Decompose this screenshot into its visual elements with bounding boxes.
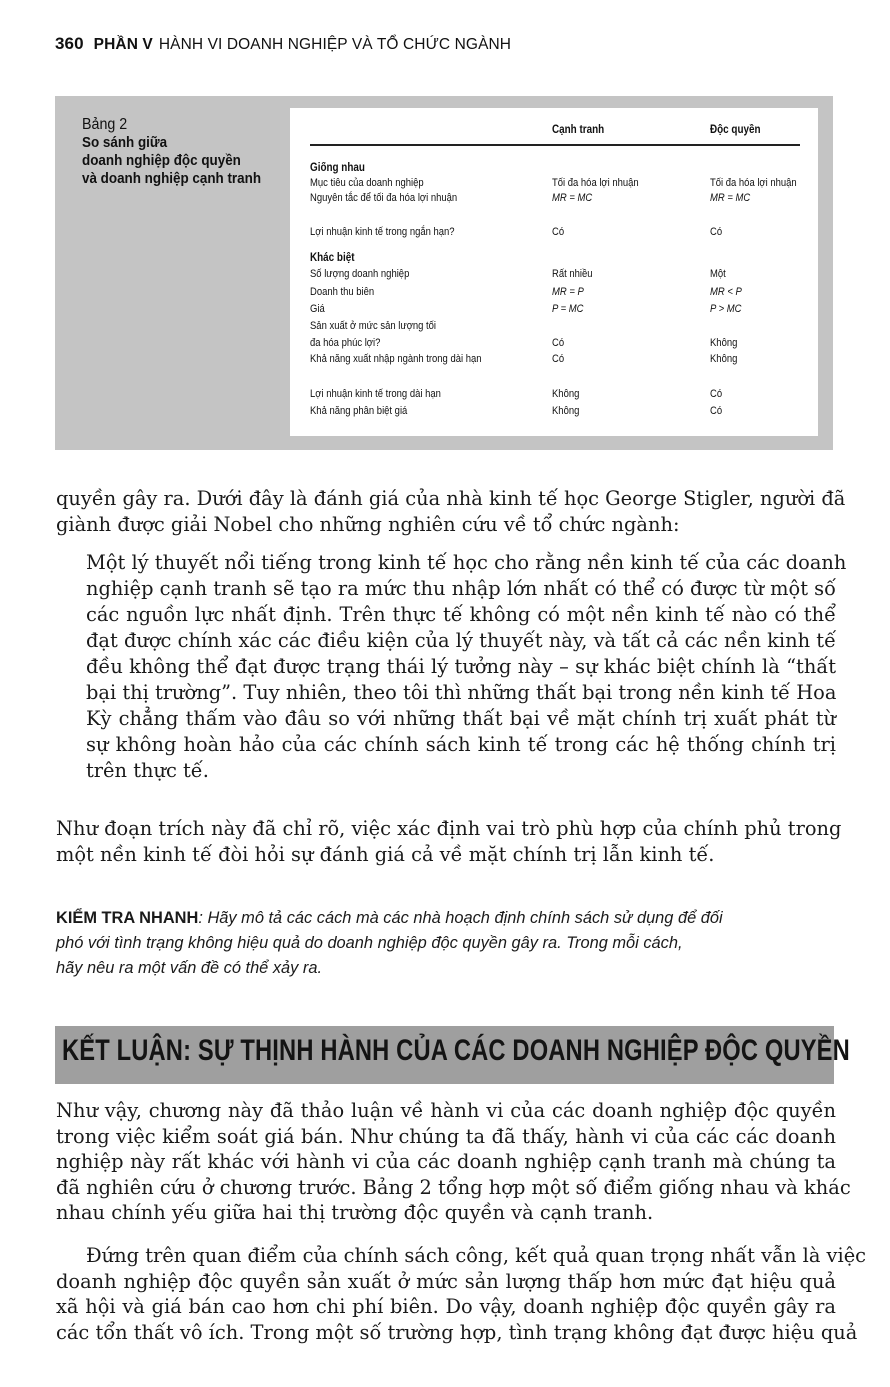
after-quote-paragraph [56,816,842,868]
cell-monopoly: Có [710,405,723,417]
table-title-line: So sánh giữa [82,135,168,151]
part-title: HÀNH VI DOANH NGHIỆP VÀ TỔ CHỨC NGÀNH [158,36,512,53]
text-line: Như vậy, chương này đã thảo luận về hành vi của các doanh nghiệp độc quyền [56,1099,836,1122]
row-label: Số lượng doanh nghiệp [310,268,410,280]
text-line: nghiệp này rất khác với hành vi của các doanh nghiệp cạnh tranh mà chúng ta [56,1150,836,1174]
text-line: nhau chính yếu giữa hai thị trường độc quyền và cạnh tranh. [56,1201,654,1225]
text-line: Như đoạn trích này đã chỉ rõ, việc xác định vai trò phù hợp của chính phủ trong [56,817,842,840]
table-caption [82,116,266,188]
row-label: Mục tiêu của doanh nghiệp [310,177,424,189]
cell-competitive: Không [552,405,580,417]
text-line: nghiệp cạnh tranh sẽ tạo ra mức thu nhập lớn nhất có thể có được từ một số [86,577,836,600]
text-line: các tổn thất vô ích. Trong một số trường hợp, tình trạng không đạt được hiệu quả [56,1320,858,1344]
cell-monopoly: Một [710,268,726,280]
table-title-line: doanh nghiệp độc quyền [82,153,241,169]
row-label: Doanh thu biên [310,286,375,298]
text-line: các nguồn lực nhất định. Trên thực tế không có một nền kinh tế nào có thể [86,603,836,626]
cell-monopoly: Tối đa hóa lợi nhuận [710,177,797,189]
stigler-quote [86,550,847,784]
cell-competitive: Rất nhiều [552,268,593,280]
running-header [55,34,511,54]
text-line: đạt được chính xác các điều kiện của lý thuyết này, và tất cả các nền kinh tế [86,629,836,652]
cell-monopoly: MR < P [710,286,742,298]
text-line: doanh nghiệp độc quyền sản xuất ở mức sản lượng thấp hơn mức đạt hiệu quả [56,1269,836,1293]
cell-monopoly: Không [710,353,738,365]
conclusion-banner [55,1026,850,1084]
text-line: Đứng trên quan điểm của chính sách công, kết quả quan trọng nhất vẫn là việc [86,1244,867,1267]
quick-quiz-text: phó với tình trạng không hiệu quả do doanh nghiệp độc quyền gây ra. Trong mỗi cách, [56,934,683,952]
text-line: trong việc kiểm soát giá bán. Như chúng ta đã thấy, hành vi của các các doanh [56,1124,836,1148]
quick-quiz-text: hãy nêu ra một vấn đề có thể xảy ra. [56,959,323,977]
cell-monopoly: MR = MC [710,192,751,204]
cell-monopoly: Có [710,226,723,238]
cell-competitive: Có [552,353,565,365]
quick-quiz-label: KIỂM TRA NHANH [56,909,199,927]
column-header-competitive: Cạnh tranh [552,124,605,136]
text-line: một nền kinh tế đòi hỏi sự đánh giá cả về mặt chính trị lẫn kinh tế. [56,843,715,866]
comparison-table [290,108,818,436]
header-rule [310,144,800,146]
cell-competitive: Có [552,337,565,349]
conclusion-heading: KẾT LUẬN: SỰ THỊNH HÀNH CỦA CÁC DOANH NGHIỆP ĐỘC QUYỀN [62,1034,850,1067]
cell-monopoly: Không [710,337,738,349]
text-line: đều không thể đạt được trạng thái lý tưởng này – sự khác biệt chính là “thất [86,655,836,678]
text-line: sự không hoàn hảo của các chính sách kinh tế trong các hệ thống chính trị [86,733,836,756]
cell-monopoly: P > MC [710,303,742,315]
text-line: giành được giải Nobel cho những nghiên cứu về tổ chức ngành: [56,513,680,536]
row-label-cont: đa hóa phúc lợi? [310,337,381,349]
part-label: PHẦN V [93,36,153,53]
cell-competitive: Tối đa hóa lợi nhuận [552,177,639,189]
row-label: Lợi nhuận kinh tế trong ngắn hạn? [310,226,455,238]
row-label: Lợi nhuận kinh tế trong dài hạn [310,388,441,400]
text-line: trên thực tế. [86,759,209,782]
cell-competitive: MR = P [552,286,584,298]
row-label: Khả năng xuất nhập ngành trong dài hạn [310,353,482,365]
row-label: Sản xuất ở mức sản lượng tối [310,320,437,332]
section-different: Khác biệt [310,252,355,264]
text-line: Một lý thuyết nổi tiếng trong kinh tế học cho rằng nền kinh tế của các doanh [86,551,847,574]
cell-competitive: MR = MC [552,192,593,204]
quick-quiz-text: : Hãy mô tả các cách mà các nhà hoạch định chính sách sử dụng để đối [198,909,723,927]
row-label: Khả năng phân biệt giá [310,405,408,417]
cell-competitive: Không [552,388,580,400]
cell-competitive: Có [552,226,565,238]
text-line: Kỳ chẳng thấm vào đâu so với những thất bại về mặt chính trị xuất phát từ [86,707,836,730]
cell-monopoly: Có [710,388,723,400]
column-header-monopoly: Độc quyền [710,124,761,136]
text-line: bại thị trường”. Tuy nhiên, theo tôi thì những thất bại trong nền kinh tế Hoa [86,681,837,704]
text-line: xã hội và giá bán cao hơn chi phí biên. Do vậy, doanh nghiệp độc quyền gây ra [56,1295,836,1319]
table-title-line: và doanh nghiệp cạnh tranh [82,171,262,187]
cell-competitive: P = MC [552,303,584,315]
quick-quiz [56,906,840,981]
row-label: Giá [310,303,325,315]
row-label: Nguyên tắc để tối đa hóa lợi nhuận [310,192,458,204]
text-line: đã nghiên cứu ở chương trước. Bảng 2 tổng hợp một số điểm giống nhau và khác [56,1175,851,1199]
text-line: quyền gây ra. Dưới đây là đánh giá của nhà kinh tế học George Stigler, người đã [56,487,846,510]
section-similar: Giống nhau [310,162,365,174]
conclusion-paragraph-2 [56,1243,867,1345]
intro-paragraph [56,486,846,538]
conclusion-paragraph-1 [56,1098,851,1226]
page-number: 360 [55,34,84,53]
table-number: Bảng 2 [82,116,128,133]
